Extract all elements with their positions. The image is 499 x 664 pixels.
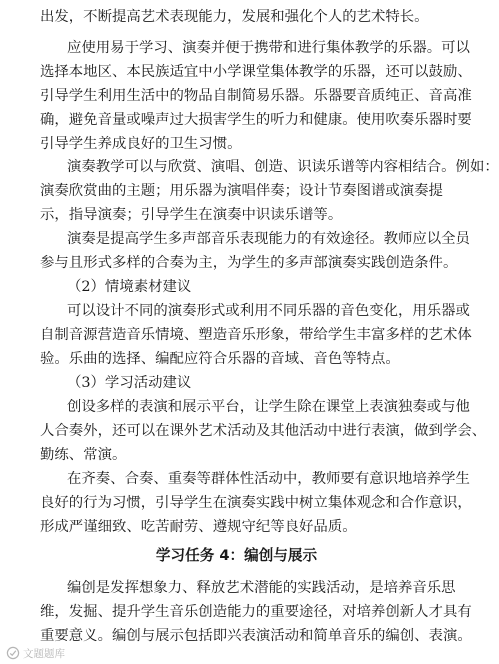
text-line: 选择本地区、本民族适宜中小学课堂集体教学的乐器，还可以鼓励、 xyxy=(40,64,472,80)
text-line: 勤练、常演。 xyxy=(40,447,127,463)
text-line: 示，指导演奏；引导学生在演奏中识读乐谱等。 xyxy=(40,207,343,223)
text-line: 维，发掘、提升学生音乐创造能力的重要途径，对培养创新人才具有 xyxy=(40,604,472,620)
section-heading: 学习任务 4：编创与展示 xyxy=(155,547,318,564)
text-line: 出发，不断提高艺术表现能力，发展和强化个人的艺术特长。 xyxy=(40,9,429,25)
watermark xyxy=(6,645,65,661)
watermark-text: 文题题库 xyxy=(23,647,65,660)
section-subheading: （2）情境素材建议 xyxy=(67,279,192,295)
text-line: 编创是发挥想象力、释放艺术潜能的实践活动，是培养音乐思 xyxy=(67,580,456,596)
text-line: 引导学生利用生活中的物品自制简易乐器。乐器要音质纯正、音高准 xyxy=(40,88,472,104)
text-line: 演奏教学可以与欣赏、演唱、创造、识读乐谱等内容相结合。例如： xyxy=(67,159,499,175)
text-line: 在齐奏、合奏、重奏等群体性活动中，教师要有意识地培养学生 xyxy=(67,471,470,487)
text-line: 参与且形式多样的合奏为主，为学生的多声部演奏实践创造条件。 xyxy=(40,255,458,271)
watermark-logo-icon xyxy=(6,646,20,660)
text-line: 自制音源营造音乐情境、塑造音乐形象，带给学生丰富多样的艺术体 xyxy=(40,327,472,343)
text-line: 人合奏外，还可以在课外艺术活动及其他活动中进行表演，做到学会、 xyxy=(40,423,487,439)
text-line: 可以设计不同的演奏形式或利用不同乐器的音色变化，用乐器或 xyxy=(67,303,470,319)
text-line: 形成严谨细致、吃苦耐劳、遵规守纪等良好品质。 xyxy=(40,519,357,535)
text-line: 良好的行为习惯，引导学生在演奏实践中树立集体观念和合作意识， xyxy=(40,495,472,511)
text-line: 确，避免音量或噪声过大损害学生的听力和健康。使用吹奏乐器时要 xyxy=(40,112,472,128)
text-line: 演奏是提高学生多声部音乐表现能力的有效途径。教师应以全员 xyxy=(67,231,470,247)
text-line: 重要意义。编创与展示包括即兴表演活动和简单音乐的编创、表演。 xyxy=(40,628,472,644)
text-line: 引导学生养成良好的卫生习惯。 xyxy=(40,136,242,152)
text-line: 创设多样的表演和展示平台，让学生除在课堂上表演独奏或与他 xyxy=(67,399,470,415)
text-line: 演奏欣赏曲的主题；用乐器为演唱伴奏；设计节奏图谱或演奏提 xyxy=(40,183,443,199)
section-subheading: （3）学习活动建议 xyxy=(67,375,192,391)
text-line: 应使用易于学习、演奏并便于携带和进行集体教学的乐器。可以 xyxy=(67,40,470,56)
text-line: 验。乐曲的选择、编配应符合乐器的音域、音色等特点。 xyxy=(40,351,400,367)
